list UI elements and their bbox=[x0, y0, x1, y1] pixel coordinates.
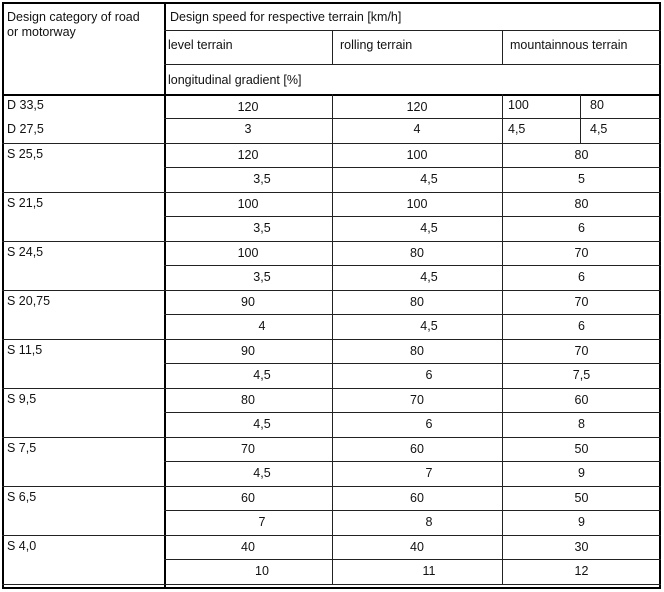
category-cell: S 7,5 bbox=[7, 441, 37, 455]
speed-cell: 120 bbox=[237, 148, 259, 162]
table-rule bbox=[164, 265, 661, 266]
category-cell: S 20,75 bbox=[7, 294, 51, 308]
table-rule bbox=[164, 510, 661, 511]
gradient-cell: 3 bbox=[244, 122, 252, 136]
speed-cell: 70 bbox=[574, 246, 589, 260]
gradient-cell: 3,5 bbox=[253, 172, 271, 186]
speed-cell: 80 bbox=[574, 148, 589, 162]
table-rule bbox=[502, 30, 503, 64]
table-rule-thick bbox=[2, 2, 661, 4]
category-cell: D 27,5 bbox=[7, 122, 44, 136]
speed-header: Design speed for respective terrain [km/h] bbox=[170, 10, 402, 24]
speed-cell: 30 bbox=[574, 540, 589, 554]
speed-cell: 50 bbox=[574, 491, 589, 505]
speed-cell: 80 bbox=[574, 197, 589, 211]
table-rule bbox=[164, 216, 661, 217]
speed-cell: 90 bbox=[241, 344, 255, 358]
terrain-header-rolling: rolling terrain bbox=[340, 38, 413, 52]
table-rule-thick bbox=[659, 2, 661, 589]
category-cell: S 4,0 bbox=[7, 539, 37, 553]
gradient-cell: 4,5 bbox=[420, 172, 438, 186]
gradient-cell: 4 bbox=[413, 122, 421, 136]
category-cell: S 6,5 bbox=[7, 490, 37, 504]
category-cell: S 9,5 bbox=[7, 392, 37, 406]
speed-cell: 100 bbox=[237, 197, 259, 211]
gradient-cell: 4 bbox=[258, 319, 266, 333]
table-rule-thick bbox=[2, 587, 661, 589]
table-rule bbox=[2, 584, 661, 585]
gradient-cell: 12 bbox=[574, 564, 589, 578]
table-rule bbox=[164, 314, 661, 315]
gradient-cell: 4,5 bbox=[253, 466, 271, 480]
table-rule bbox=[164, 559, 661, 560]
speed-cell: 40 bbox=[241, 540, 255, 554]
category-cell: S 21,5 bbox=[7, 196, 44, 210]
speed-cell: 100 bbox=[237, 246, 259, 260]
speed-cell: 100 bbox=[508, 98, 529, 112]
gradient-cell: 6 bbox=[578, 221, 585, 235]
gradient-cell: 7 bbox=[425, 466, 433, 480]
speed-cell: 70 bbox=[410, 393, 424, 407]
gradient-cell: 4,5 bbox=[590, 122, 608, 136]
gradient-cell: 4,5 bbox=[253, 368, 271, 382]
speed-cell: 80 bbox=[410, 246, 424, 260]
speed-cell: 60 bbox=[241, 491, 255, 505]
speed-cell: 60 bbox=[574, 393, 589, 407]
speed-cell: 70 bbox=[241, 442, 255, 456]
speed-cell: 80 bbox=[590, 98, 604, 112]
speed-cell: 120 bbox=[406, 100, 428, 114]
speed-cell: 90 bbox=[241, 295, 255, 309]
speed-cell: 100 bbox=[406, 197, 428, 211]
speed-cell: 60 bbox=[410, 491, 424, 505]
gradient-cell: 4,5 bbox=[420, 221, 438, 235]
gradient-cell: 6 bbox=[578, 270, 585, 284]
table-rule-thick bbox=[164, 2, 166, 589]
table-rule bbox=[332, 30, 333, 64]
gradient-cell: 9 bbox=[578, 466, 585, 480]
table-rule bbox=[164, 412, 661, 413]
gradient-cell: 4,5 bbox=[253, 417, 271, 431]
gradient-cell: 3,5 bbox=[253, 221, 271, 235]
design-speed-table bbox=[2, 2, 661, 589]
table-rule bbox=[164, 30, 661, 31]
speed-cell: 70 bbox=[574, 344, 589, 358]
gradient-cell: 5 bbox=[578, 172, 585, 186]
table-rule bbox=[164, 363, 661, 364]
speed-cell: 40 bbox=[410, 540, 424, 554]
gradient-cell: 6 bbox=[578, 319, 585, 333]
gradient-cell: 4,5 bbox=[420, 270, 438, 284]
gradient-cell: 4,5 bbox=[420, 319, 438, 333]
speed-cell: 80 bbox=[241, 393, 255, 407]
terrain-header-level: level terrain bbox=[168, 38, 233, 52]
speed-cell: 70 bbox=[574, 295, 589, 309]
speed-cell: 80 bbox=[410, 295, 424, 309]
speed-cell: 50 bbox=[574, 442, 589, 456]
category-cell: S 11,5 bbox=[7, 343, 43, 357]
terrain-header-mountain: mountainnous terrain bbox=[510, 38, 628, 52]
gradient-cell: 8 bbox=[425, 515, 433, 529]
speed-cell: 80 bbox=[410, 344, 424, 358]
category-cell: S 24,5 bbox=[7, 245, 44, 259]
table-rule bbox=[164, 167, 661, 168]
gradient-cell: 11 bbox=[422, 564, 436, 578]
gradient-cell: 10 bbox=[255, 564, 269, 578]
gradient-cell: 9 bbox=[578, 515, 585, 529]
gradient-cell: 4,5 bbox=[508, 122, 526, 136]
gradient-cell: 8 bbox=[578, 417, 585, 431]
speed-cell: 120 bbox=[237, 100, 259, 114]
gradient-header: longitudinal gradient [%] bbox=[168, 73, 302, 87]
table-rule bbox=[164, 118, 661, 119]
gradient-cell: 7,5 bbox=[572, 368, 591, 382]
speed-cell: 100 bbox=[406, 148, 428, 162]
category-cell: D 33,5 bbox=[7, 98, 44, 112]
gradient-cell: 6 bbox=[425, 417, 433, 431]
category-cell: S 25,5 bbox=[7, 147, 44, 161]
gradient-cell: 3,5 bbox=[253, 270, 271, 284]
category-header: Design category of road or motorway bbox=[7, 10, 140, 39]
table-rule-thick bbox=[2, 2, 4, 589]
table-rule bbox=[164, 64, 661, 65]
gradient-cell: 7 bbox=[258, 515, 266, 529]
table-rule bbox=[164, 461, 661, 462]
gradient-cell: 6 bbox=[425, 368, 433, 382]
speed-cell: 60 bbox=[410, 442, 424, 456]
